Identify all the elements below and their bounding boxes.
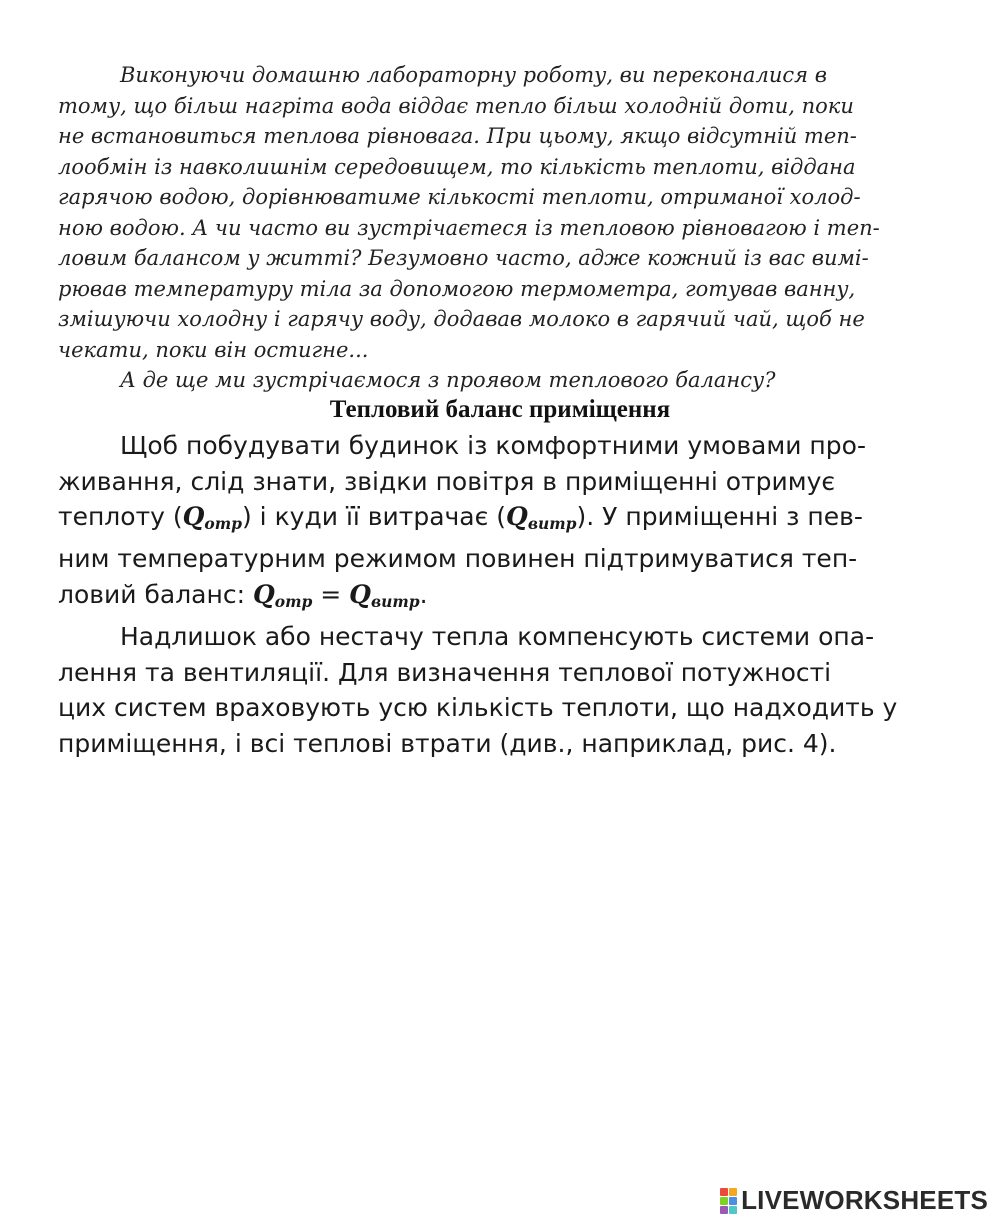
intro-line: Виконуючи домашню лабораторну роботу, ви переконалися в	[120, 63, 827, 87]
q-vytr-symbol	[349, 580, 419, 609]
text-fragment: ловий баланс:	[58, 579, 253, 609]
logo-square	[729, 1188, 737, 1196]
text-fragment: ). У приміщенні з пев-	[576, 502, 863, 531]
q-subscript: отр	[204, 513, 242, 533]
intro-line: лообмін із навколишнім середовищем, то кількість теплоти, віддана	[58, 154, 856, 179]
para2-line: Надлишок або нестачу тепла компенсують системи опа-	[120, 622, 875, 652]
intro-line: не встановиться теплова рівновага. При цьому, якщо відсутній теп-	[58, 124, 857, 148]
equals-sign: =	[312, 579, 350, 609]
heat-balance-equation	[58, 577, 958, 619]
intro-line: рював температуру тіла за допомогою термометра, готував ванну,	[58, 276, 856, 301]
text-fragment: ) і куди її витрачає (	[241, 502, 507, 531]
intro-question: А де ще ми зустрічаємося з проявом теплового балансу?	[120, 368, 776, 392]
q-subscript: витр	[370, 591, 420, 611]
para1-line: ним температурним режимом повинен підтримуватися теп-	[58, 544, 858, 574]
para1-line	[58, 499, 958, 541]
q-letter: Q	[506, 502, 528, 531]
watermark-text	[741, 1185, 988, 1216]
liveworksheets-watermark	[720, 1185, 988, 1216]
intro-line: змішуючи холодну і гарячу воду, додавав молоко в гарячий чай, щоб не	[58, 307, 865, 331]
period: .	[419, 579, 428, 609]
text-fragment: теплоту (	[58, 502, 183, 531]
q-otr-symbol	[183, 502, 242, 531]
watermark-worksheets: WORKSHEETS	[799, 1185, 988, 1215]
intro-line: чекати, поки він остигне...	[58, 337, 369, 362]
q-subscript: отр	[274, 591, 313, 611]
para2-line: лення та вентиляції. Для визначення теплової потужності	[58, 657, 832, 687]
intro-text	[58, 60, 938, 396]
q-letter: Q	[182, 502, 205, 531]
logo-square	[720, 1188, 728, 1196]
para1-line: Щоб побудувати будинок із комфортними умовами про-	[120, 431, 866, 460]
intro-line: ловим балансом у житті? Безумовно часто, адже кожний із вас вимі-	[58, 246, 869, 270]
intro-line: гарячою водою, дорівнюватиме кількості теплоти, отриманої холод-	[58, 185, 861, 209]
para1-line: живання, слід знати, звідки повітря в приміщенні отримує	[58, 466, 836, 496]
section-heading: Тепловий баланс приміщення	[329, 396, 671, 423]
intro-line: тому, що більш нагріта вода віддає тепло більш холодній доти, поки	[58, 93, 854, 118]
q-otr-symbol	[253, 580, 312, 609]
para2-line: приміщення, і всі теплові втрати (див., наприклад, рис. 4).	[58, 728, 837, 758]
watermark-live: LIVE	[741, 1185, 800, 1215]
logo-square	[720, 1197, 728, 1205]
logo-square	[729, 1206, 737, 1214]
logo-square	[729, 1197, 737, 1205]
q-vytr-symbol	[506, 502, 576, 531]
para2-line: цих систем враховують усю кількість теплоти, що надходить у	[58, 693, 898, 723]
q-letter: Q	[349, 579, 371, 609]
q-subscript: витр	[527, 513, 577, 533]
logo-square	[720, 1206, 728, 1214]
q-letter: Q	[252, 579, 275, 609]
main-text	[58, 428, 958, 761]
intro-line: ною водою. А чи часто ви зустрічаєтеся із тепловою рівновагою і теп-	[58, 215, 880, 240]
liveworksheets-logo-icon	[720, 1188, 737, 1214]
